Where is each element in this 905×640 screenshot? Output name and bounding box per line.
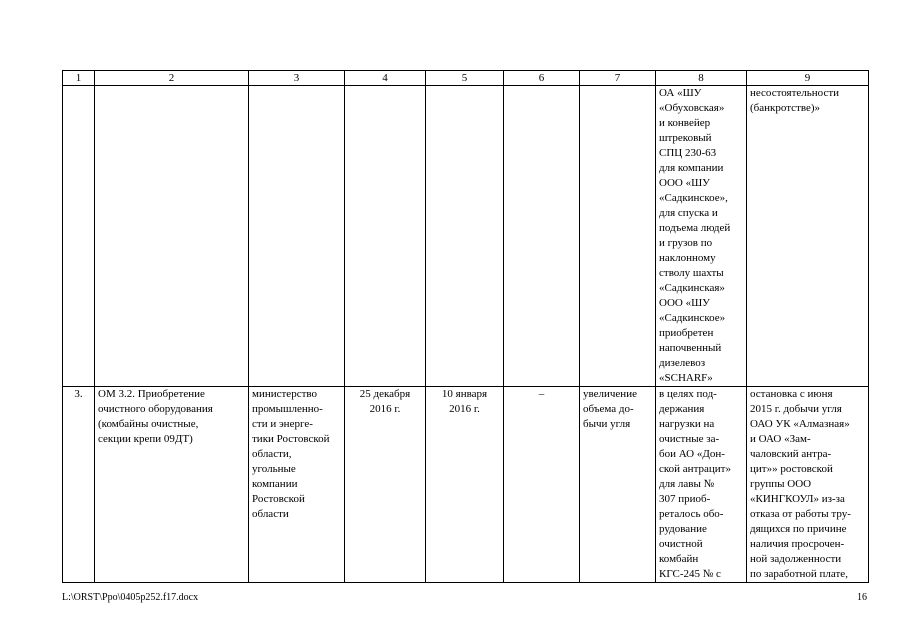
data-table bbox=[62, 70, 869, 583]
col-header-8: 8 bbox=[656, 71, 747, 86]
row1-cell-3 bbox=[249, 86, 345, 387]
row2-cell-measure: ОМ 3.2. Приобретение очистного оборудования (комбайны очистные, секции крепи 09ДТ) bbox=[95, 387, 249, 583]
row2-cell-date-fact: 10 января 2016 г. bbox=[426, 387, 504, 583]
col-header-6: 6 bbox=[504, 71, 580, 86]
col-header-1: 1 bbox=[63, 71, 95, 86]
row2-cell-6: – bbox=[504, 387, 580, 583]
col-header-7: 7 bbox=[580, 71, 656, 86]
col-header-5: 5 bbox=[426, 71, 504, 86]
table-row bbox=[63, 86, 869, 387]
row1-cell-2 bbox=[95, 86, 249, 387]
row1-cell-4 bbox=[345, 86, 426, 387]
footer-file-path: L:\ORST\Ppo\0405p252.f17.docx bbox=[62, 592, 199, 603]
footer-page-number: 16 bbox=[857, 592, 867, 603]
row1-cell-5 bbox=[426, 86, 504, 387]
row1-cell-7 bbox=[580, 86, 656, 387]
row1-cell-1 bbox=[63, 86, 95, 387]
row1-cell-9: несостоятельности (банкротстве)» bbox=[747, 86, 869, 387]
row2-cell-executor: министерство промышленно- сти и энерге- тики Ростовской области, угольные компании Ростовской области bbox=[249, 387, 345, 583]
row1-cell-8: ОА «ШУ «Обуховская» и конвейер штрековый СПЦ 230-63 для компании ООО «ШУ «Садкинское», для спуска и подъема людей и грузов по наклонному стволу шахты «Садкинская» ООО «ШУ «Садкинское» приобретен напочвенный дизелевоз «SCHARF» bbox=[656, 86, 747, 387]
table-row bbox=[63, 387, 869, 583]
col-header-3: 3 bbox=[249, 71, 345, 86]
header-row bbox=[63, 71, 869, 86]
row1-cell-6 bbox=[504, 86, 580, 387]
row2-cell-number: 3. bbox=[63, 387, 95, 583]
row2-cell-result: увеличение объема до- бычи угля bbox=[580, 387, 656, 583]
row2-cell-9: остановка с июня 2015 г. добычи угля ОАО УК «Алмазная» и ОАО «Зам- чаловский антра- цит»» ростовской группы ООО «КИНГКОУЛ» из-за отказа от работы тру- дящихся по причине наличия просрочен- ной задолженности по заработной плате, bbox=[747, 387, 869, 583]
col-header-4: 4 bbox=[345, 71, 426, 86]
col-header-9: 9 bbox=[747, 71, 869, 86]
row2-cell-date-plan: 25 декабря 2016 г. bbox=[345, 387, 426, 583]
row2-cell-8: в целях под- держания нагрузки на очистные за- бои АО «Дон- ской антрацит» для лавы № 307 приоб- реталось обо- рудование очистной комбайн КГС-245 № с bbox=[656, 387, 747, 583]
col-header-2: 2 bbox=[95, 71, 249, 86]
